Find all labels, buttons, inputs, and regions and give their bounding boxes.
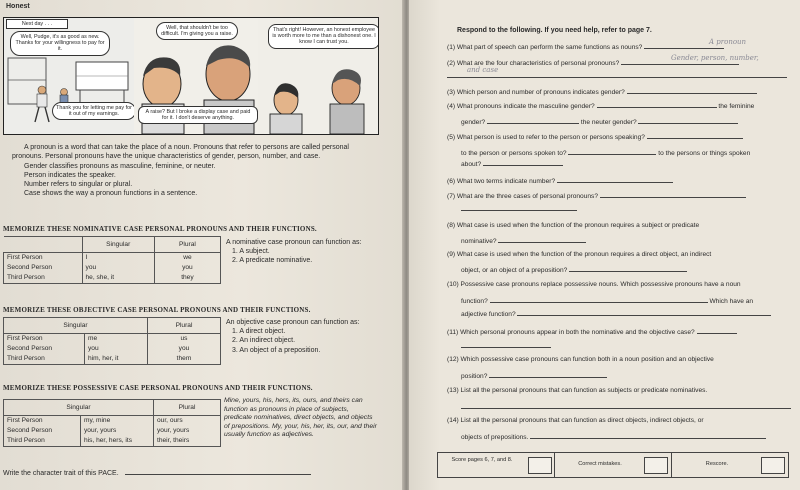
question-11-continuation: [461, 340, 551, 351]
question-5-continuation-2: [461, 158, 563, 169]
question-14-continuation: [461, 431, 766, 442]
nominative-function-1: 1. A subject.: [232, 248, 270, 256]
possessive-singular: my, mine your, yours his, her, hers, its: [81, 416, 154, 447]
nominative-title: MEMORIZE THESE NOMINATIVE CASE PERSONAL PRONOUNS AND THEIR FUNCTIONS.: [3, 225, 317, 233]
question-1-handwritten-answer: A pronoun: [709, 38, 747, 46]
question-12: [447, 356, 714, 364]
score-pages-label: Score pages 6, 7, and 8.: [451, 457, 513, 463]
comic-panel-1: [4, 18, 135, 134]
objective-plural-header: Plural: [148, 318, 221, 334]
character-trait-answer-line[interactable]: [125, 467, 311, 475]
question-5-second-person-line[interactable]: [568, 147, 656, 155]
nominative-function-2: 2. A predicate nominative.: [232, 257, 313, 265]
question-8: [447, 222, 699, 230]
question-7-continuation: [461, 203, 577, 214]
question-1-text: (1) What part of speech can perform the same functions as nouns?: [447, 44, 643, 51]
question-6-text: (6) What two terms indicate number?: [447, 178, 556, 185]
exercise-instructions: Respond to the following. If you need help, refer to page 7.: [457, 27, 652, 34]
question-6: [447, 175, 673, 186]
possessive-functions: Mine, yours, his, hers, its, ours, and theirs can function as pronouns in place of subjects, predicate nominatives, direct objects, and objects of prepositions. My, your, his, her, its, our, and their usually function as adjectives.: [224, 397, 377, 439]
score-cell: [438, 453, 555, 477]
intro-paragraph: A pronoun is a word that can take the place of a noun. Pronouns that refer to persons are called personal pronouns. Personal pronouns have the unique characteristics of gender, person, number, and case.: [12, 144, 349, 161]
question-5-continuation: [461, 147, 750, 158]
question-13-text: (13) List all the personal pronouns that can function as subjects or predicate nominatives.: [447, 387, 708, 394]
question-7: [447, 190, 746, 201]
nominative-row-labels: First Person Second Person Third Person: [4, 253, 83, 284]
question-9: [447, 251, 711, 259]
panel-2-speech-bubble: Well, that shouldn't be too difficult. I'm giving you a raise.: [156, 22, 238, 40]
objective-functions: [226, 318, 378, 355]
nominative-singular: I you he, she, it: [82, 253, 154, 284]
panel-1-caption: Next day . . .: [6, 19, 68, 29]
question-5-second-label: to the person or persons spoken to?: [461, 150, 567, 157]
question-7-second-line[interactable]: [461, 203, 577, 211]
question-10-continuation-2: [461, 308, 771, 319]
question-10-function-label: function?: [461, 298, 488, 305]
possessive-table: [3, 399, 221, 447]
nominative-functions-head: A nominative case pronoun can function as:: [226, 239, 362, 246]
question-4-text: (4) What pronouns indicate the masculine gender?: [447, 103, 595, 110]
question-10-adjective-label: adjective function?: [461, 311, 516, 318]
question-12-text: (12) Which possessive case pronouns can function both in a noun position and an objective: [447, 356, 714, 363]
question-3-answer-line[interactable]: [627, 86, 757, 94]
question-10-adjective-prompt: Which have an: [709, 298, 754, 305]
question-5-third-person-line[interactable]: [483, 158, 563, 166]
question-14-objects-label: objects of prepositions.: [461, 434, 529, 441]
question-10-adjective-line[interactable]: [517, 308, 771, 316]
correct-mistakes-label: Correct mistakes.: [578, 461, 622, 467]
question-7-answer-line[interactable]: [600, 190, 746, 198]
question-12-position-label: position?: [461, 373, 488, 380]
nominative-plural-header: Plural: [154, 237, 220, 253]
question-13: [447, 387, 707, 395]
objective-functions-head: An objective case pronoun can function as:: [226, 319, 360, 326]
intro-gender-line: Gender classifies pronouns as masculine, feminine, or neuter.: [24, 162, 216, 170]
question-9-answer-line[interactable]: [569, 264, 687, 272]
nominative-functions: [226, 238, 378, 266]
intro-person-line: Person indicates the speaker.: [24, 171, 116, 179]
question-5-third-label: to the persons or things spoken: [658, 150, 751, 157]
correct-cell: [554, 453, 672, 477]
nominative-plural: we you they: [154, 253, 220, 284]
objective-singular: me you him, her, it: [85, 334, 148, 365]
question-4-neuter-line[interactable]: [638, 116, 738, 124]
objective-function-1: 1. A direct object.: [232, 328, 286, 336]
pronoun-introduction: [12, 143, 378, 199]
comic-panel-2: [134, 18, 259, 134]
question-10-noun-line[interactable]: [490, 295, 708, 303]
score-entry-box[interactable]: [528, 457, 552, 474]
question-12-answer-line[interactable]: [489, 370, 607, 378]
question-11-second-line[interactable]: [461, 340, 551, 348]
objective-singular-header: Singular: [4, 318, 148, 334]
possessive-row-labels: First Person Second Person Third Person: [4, 416, 81, 447]
question-2-handwritten-answer: Gender, person, number,: [671, 54, 759, 62]
question-11: [447, 326, 737, 337]
possessive-plural: our, ours your, yours their, theirs: [154, 416, 221, 447]
question-13-continuation: [461, 401, 791, 412]
question-8-nominative-label: nominative?: [461, 238, 497, 245]
panel-1-reply-bubble: Thank you for letting me pay for it out of my earnings.: [52, 102, 135, 120]
question-4-neuter-label: the neuter gender?: [580, 119, 637, 126]
question-4-feminine-line[interactable]: [487, 116, 579, 124]
question-10: [447, 281, 741, 289]
question-4-gender-label: gender?: [461, 119, 486, 126]
question-11-text: (11) Which personal pronouns appear in both the nominative and the objective case?: [447, 329, 695, 336]
panel-2-reply-bubble: A raise? But I broke a display case and paid for it. I don't deserve anything.: [138, 106, 258, 124]
objective-function-2: 2. An indirect object.: [232, 337, 296, 345]
question-14-answer-line[interactable]: [530, 431, 766, 439]
character-trait-label: Honest: [6, 3, 30, 10]
right-page: [409, 0, 800, 490]
rescore-cell: [671, 453, 788, 477]
question-1: [447, 41, 724, 52]
question-11-answer-line[interactable]: [697, 326, 737, 334]
question-9-preposition-label: object, or an object of a preposition?: [461, 267, 568, 274]
objective-function-3: 3. An object of a preposition.: [232, 346, 321, 354]
rescore-entry-box[interactable]: [761, 457, 785, 474]
objective-row-labels: First Person Second Person Third Person: [4, 334, 85, 365]
character-trait-question: Write the character trait of this PACE.: [3, 470, 119, 477]
panel-3-speech-bubble: That's right! However, an honest employee is worth more to me than a dishonest one. I know I can trust you.: [268, 24, 378, 49]
possessive-singular-header: Singular: [4, 400, 154, 416]
question-8-continuation: [461, 235, 586, 246]
question-6-answer-line[interactable]: [557, 175, 673, 183]
comic-strip: [3, 17, 379, 135]
possessive-plural-header: Plural: [154, 400, 221, 416]
question-10-text: (10) Possessive case pronouns replace possessive nouns. Which possessive pronouns have a noun: [447, 281, 741, 288]
question-2-handwritten-answer-2: and case: [467, 66, 499, 74]
score-box: [437, 452, 789, 478]
correct-entry-box[interactable]: [644, 457, 668, 474]
possessive-title: MEMORIZE THESE POSSESSIVE CASE PERSONAL PRONOUNS AND THEIR FUNCTIONS.: [3, 384, 313, 392]
question-5-about-label: about?: [461, 161, 482, 168]
question-10-continuation: [461, 295, 753, 306]
question-8-answer-line[interactable]: [498, 235, 586, 243]
question-5-text: (5) What person is used to refer to the person or persons speaking?: [447, 134, 645, 141]
question-5: [447, 131, 743, 142]
intro-number-line: Number refers to singular or plural.: [24, 181, 133, 189]
question-13-answer-line[interactable]: [461, 401, 791, 409]
question-14: [447, 417, 704, 425]
question-4: [447, 100, 754, 111]
question-4-masculine-line[interactable]: [597, 100, 717, 108]
question-9-continuation: [461, 264, 687, 275]
objective-table: [3, 317, 221, 365]
question-3-text: (3) Which person and number of pronouns indicates gender?: [447, 89, 625, 96]
question-4-feminine-label: the feminine: [718, 103, 755, 110]
objective-plural: us you them: [148, 334, 221, 365]
rescore-label: Rescore.: [705, 461, 729, 467]
intro-case-line: Case shows the way a pronoun functions in a sentence.: [24, 190, 198, 198]
nominative-blank-header: [4, 237, 83, 253]
nominative-singular-header: Singular: [82, 237, 154, 253]
question-4-continuation: [461, 116, 738, 127]
question-5-first-person-line[interactable]: [647, 131, 743, 139]
character-trait-prompt: [3, 467, 311, 477]
comic-panel-3: [258, 18, 378, 134]
question-9-text: (9) What case is used when the function of the pronoun requires a direct object, an indirect: [447, 251, 712, 258]
question-2-text: (2) What are the four characteristics of personal pronouns?: [447, 60, 620, 67]
panel-1-speech-bubble: Well, Pudge, it's as good as new. Thanks for your willingness to pay for it.: [10, 31, 110, 56]
question-7-text: (7) What are the three cases of personal pronouns?: [447, 193, 599, 200]
question-3: [447, 86, 757, 97]
question-8-text: (8) What case is used when the function of the pronoun requires a subject or predicate: [447, 222, 700, 229]
question-14-text: (14) List all the personal pronouns that can function as direct objects, indirect objects, or: [447, 417, 704, 424]
nominative-table: [3, 236, 221, 284]
question-12-continuation: [461, 370, 607, 381]
objective-title: MEMORIZE THESE OBJECTIVE CASE PERSONAL PRONOUNS AND THEIR FUNCTIONS.: [3, 306, 311, 314]
